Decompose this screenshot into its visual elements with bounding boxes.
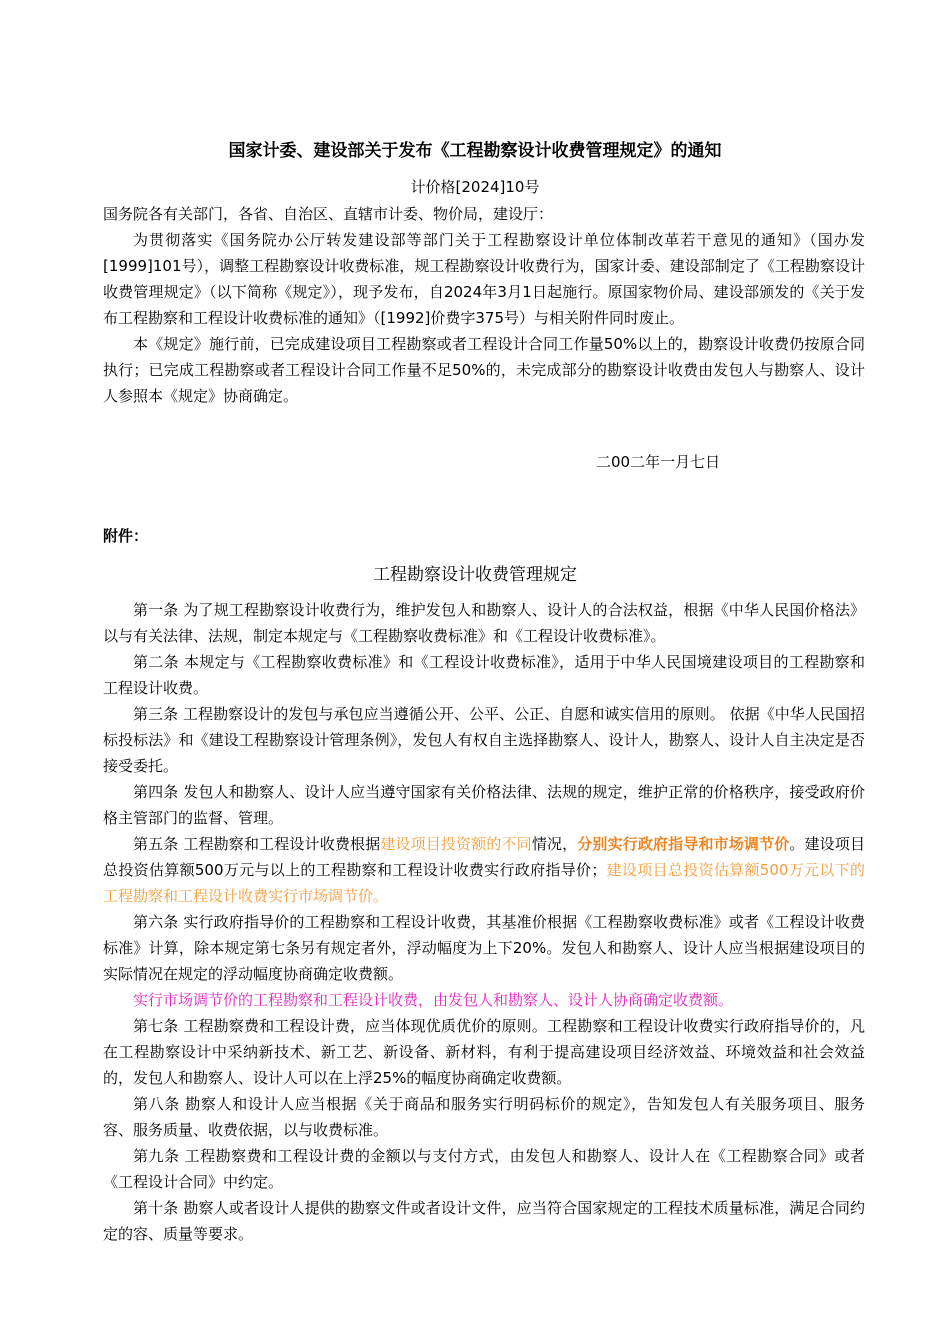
- notice-paragraph-1: 为贯彻落实《国务院办公厅转发建设部等部门关于工程勘察设计单位体制改革若干意见的通知》（国办发[1999]101号），调整工程勘察设计收费标准，规工程勘察设计收费行为，国家计委、建设部制定了《工程勘察设计收费管理规定》（以下简称《规定》），现予发布，自2024年3月1日起施行。原国家物价局、建设部颁发的《关于发布工程勘察和工程设计收费标准的通知》（[1992]价费字375号）与相关附件同时废止。: [103, 231, 865, 327]
- article-5-highlight-2: 分别实行政府指导和市场调节价: [577, 835, 790, 853]
- article-10: 第十条 勘察人或者设计人提供的勘察文件或者设计文件，应当符合国家规定的工程技术质量标准，满足合同约定的容、质量等要求。: [103, 1199, 865, 1243]
- article-5-text-3: 。建设项目总投资估算额500万元与以上的工程勘察和工程设计收费实行政府指导价；: [103, 835, 865, 879]
- notice-body: [103, 201, 865, 409]
- attachment-label: 附件：: [103, 527, 149, 545]
- article-2: 第二条 本规定与《工程勘察收费标准》和《工程设计收费标准》，适用于中华人民国境建设项目的工程勘察和工程设计收费。: [103, 653, 865, 697]
- notice-paragraph-2: 本《规定》施行前，已完成建设项目工程勘察或者工程设计合同工作量50%以上的，勘察设计收费仍按原合同执行；已完成工程勘察或者工程设计合同工作量不足50%的，未完成部分的勘察设计收费由发包人与勘察人、设计人参照本《规定》协商确定。: [103, 335, 865, 405]
- attachment-title: 工程勘察设计收费管理规定: [373, 565, 577, 585]
- attachment-body: [103, 597, 865, 1247]
- article-9: 第九条 工程勘察费和工程设计费的金额以与支付方式，由发包人和勘察人、设计人在《工程勘察合同》或者《工程设计合同》中约定。: [103, 1147, 865, 1191]
- article-5-text-2: 情况，: [531, 835, 578, 853]
- article-5: [103, 831, 865, 909]
- notice-title: 国家计委、建设部关于发布《工程勘察设计收费管理规定》的通知: [228, 141, 722, 161]
- article-6: 第六条 实行政府指导价的工程勘察和工程设计收费，其基准价根据《工程勘察收费标准》或者《工程设计收费标准》计算，除本规定第七条另有规定者外，浮动幅度为上下20%。发包人和勘察人、设计人应当根据建设项目的实际情况在规定的浮动幅度协商确定收费额。: [103, 913, 865, 983]
- notice-date: 二00二年一月七日: [596, 453, 721, 471]
- article-4: 第四条 发包人和勘察人、设计人应当遵守国家有关价格法律、法规的规定，维护正常的价格秩序，接受政府价格主管部门的监督、管理。: [103, 783, 865, 827]
- article-7: 第七条 工程勘察费和工程设计费，应当体现优质优价的原则。工程勘察和工程设计收费实行政府指导价的，凡在工程勘察设计中采纳新技术、新工艺、新设备、新材料，有利于提高建设项目经济效益、环境效益和社会效益的，发包人和勘察人、设计人可以在上浮25%的幅度协商确定收费额。: [103, 1017, 865, 1087]
- article-5-text-1: 第五条 工程勘察和工程设计收费根据: [133, 835, 381, 853]
- article-5-highlight-1: 建设项目投资额的不同: [380, 835, 532, 853]
- article-5-highlight-3: 建设项目总投资估算额500万元以下的工程勘察和工程设计收费实行市场调节价。: [103, 861, 865, 905]
- article-1: 第一条 为了规工程勘察设计收费行为，维护发包人和勘察人、设计人的合法权益，根据《中华人民国价格法》以与有关法律、法规，制定本规定与《工程勘察收费标准》和《工程设计收费标准》。: [103, 601, 865, 645]
- article-8: 第八条 勘察人和设计人应当根据《关于商品和服务实行明码标价的规定》，告知发包人有关服务项目、服务容、服务质量、收费依据，以与收费标准。: [103, 1095, 865, 1139]
- doc-number: 计价格[2024]10号: [410, 178, 540, 196]
- article-3: 第三条 工程勘察设计的发包与承包应当遵循公开、公平、公正、自愿和诚实信用的原则。 依据《中华人民国招标投标法》和《建设工程勘察设计管理条例》，发包人有权自主选择勘察人、设计人，勘察人、设计人自主决定是否接受委托。: [103, 705, 865, 775]
- article-6-market-price: 实行市场调节价的工程勘察和工程设计收费，由发包人和勘察人、设计人协商确定收费额。: [133, 991, 734, 1009]
- salutation: 国务院各有关部门，各省、自治区、直辖市计委、物价局，建设厅：: [103, 205, 554, 223]
